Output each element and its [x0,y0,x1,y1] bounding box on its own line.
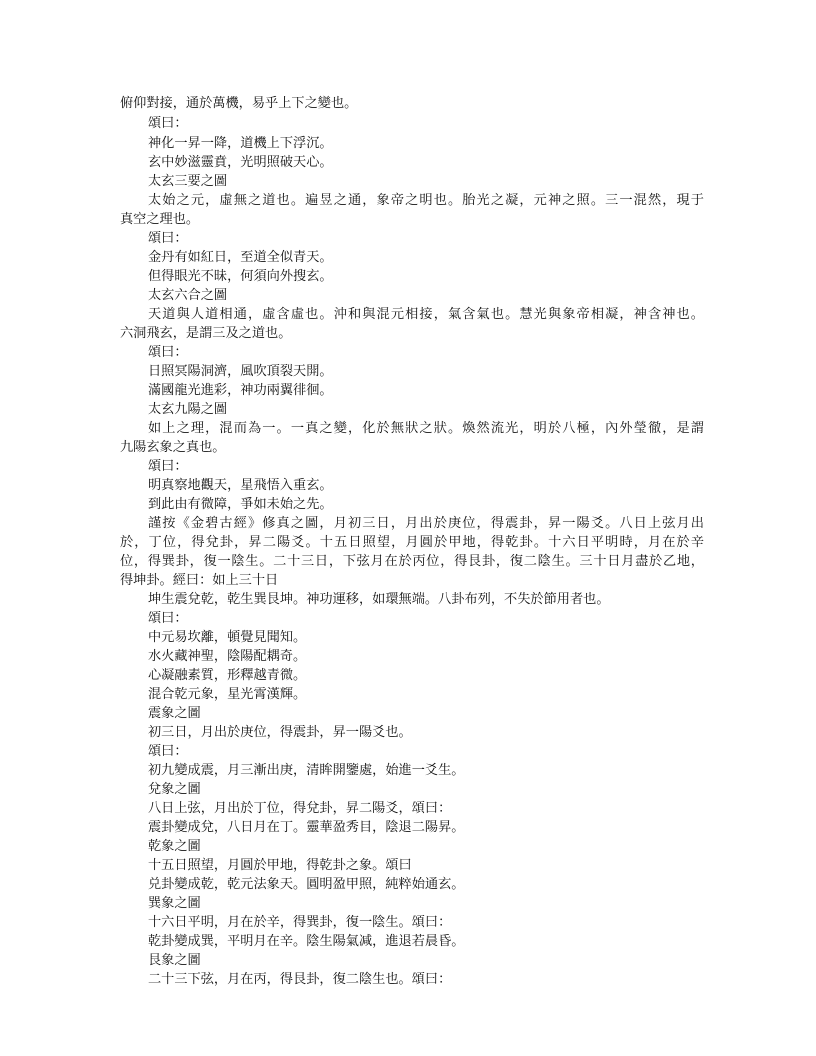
section-heading: 太玄三要之圖 [148,174,228,189]
text-line: 頌曰： [148,231,188,246]
text-line: 日照冥陽洞濟，風吹頂裂天開。 [148,364,333,379]
section-heading: 太玄九陽之圖 [148,402,228,417]
text-line: 坤生震兌乾，乾生巽艮坤。神功運移，如環無端。八卦布列，不失於節用者也。 [148,592,610,607]
text-line: 頌曰： [148,116,188,131]
text-line: 頌曰： [148,611,188,626]
text-line: 神化一昇一降，道機上下浮沉。 [148,136,333,151]
text-line: 初九變成震，月三漸出庚，清眸開鑒處，始進一爻生。 [148,763,465,778]
text-line: 心凝融素質，形釋越青微。 [148,668,307,683]
text-line: 金丹有如紅日，至道全似青天。 [148,250,333,265]
text-line: 太始之元，虛無之道也。遍昱之通，象帝之明也。胎光之凝，元神之照。三一混然，現于 [148,193,704,208]
text-line: 俯仰對接，通於萬機，易乎上下之變也。 [120,96,358,111]
section-heading: 艮象之圖 [148,953,201,968]
text-line: 位，得巽卦，復一陰生。二十三日，下弦月在於丙位，得艮卦，復二陰生。三十日月盡於乙地， [120,554,704,569]
text-line: 謹按《金碧古經》修真之圖，月初三日，月出於庚位，得震卦，昇一陽爻。八日上弦月出 [148,516,704,531]
text-line: 頌曰： [148,744,188,759]
text-line: 中元易坎離，頓覺見聞知。 [148,630,307,645]
text-line: 如上之理，混而為一。一真之變，化於無狀之狀。煥然流光，明於八極，內外瑩徹，是謂 [148,421,704,436]
section-heading: 乾象之圖 [148,839,201,854]
text-line: 九陽玄象之真也。 [120,440,226,455]
text-line: 八日上弦，月出於丁位，得兌卦，昇二陽爻，頌曰： [148,801,452,816]
text-line: 二十三下弦，月在丙，得艮卦，復二陰生也。頌曰： [148,972,452,987]
text-line: 真空之理也。 [120,212,200,227]
text-line: 頌曰： [148,345,188,360]
text-line: 於，丁位，得兌卦，昇二陽爻。十五日照望，月圓於甲地，得乾卦。十六日平明時，月在於辛 [120,535,704,550]
text-line: 滿國龍光進彩，神功兩翼徘徊。 [148,383,333,398]
text-line: 天道與人道相通，虛含虛也。沖和與混元相接，氣含氣也。慧光與象帝相凝，神含神也。 [148,307,704,322]
section-heading: 太玄六合之圖 [148,288,228,303]
text-line: 初三日，月出於庚位，得震卦，昇一陽爻也。 [148,725,412,740]
text-line: 明真察地觀天，星飛悟入重玄。 [148,478,333,493]
text-line: 乾卦變成巽，平明月在辛。陰生陽氣减，進退若晨昏。 [148,934,465,949]
text-line: 十六日平明，月在於辛，得巽卦，復一陰生。頌曰： [148,915,452,930]
text-line: 到此由有微障，爭如未始之先。 [148,497,333,512]
text-line: 但得眼光不昧，何須向外搜玄。 [148,269,333,284]
text-line: 頌曰： [148,459,188,474]
section-heading: 震象之圖 [148,706,201,721]
text-line: 得坤卦。經曰：如上三十日 [120,573,279,588]
text-line: 玄中妙滋靈賁，光明照破天心。 [148,155,333,170]
section-heading: 巽象之圖 [148,896,201,911]
text-line: 水火藏神聖，陰陽配耦奇。 [148,649,307,664]
text-line: 十五日照望，月圓於甲地，得乾卦之象。頌曰 [148,858,412,873]
text-line: 混合乾元象，星光霄漢輝。 [148,687,307,702]
text-line: 震卦變成兌，八日月在丁。靈華盈秀目，陰退二陽昇。 [148,820,465,835]
text-line: 兑卦變成乾，乾元法象天。圓明盈甲照，純粹始通玄。 [148,877,465,892]
section-heading: 兌象之圖 [148,782,201,797]
text-line: 六洞飛玄，是謂三及之道也。 [120,326,292,341]
